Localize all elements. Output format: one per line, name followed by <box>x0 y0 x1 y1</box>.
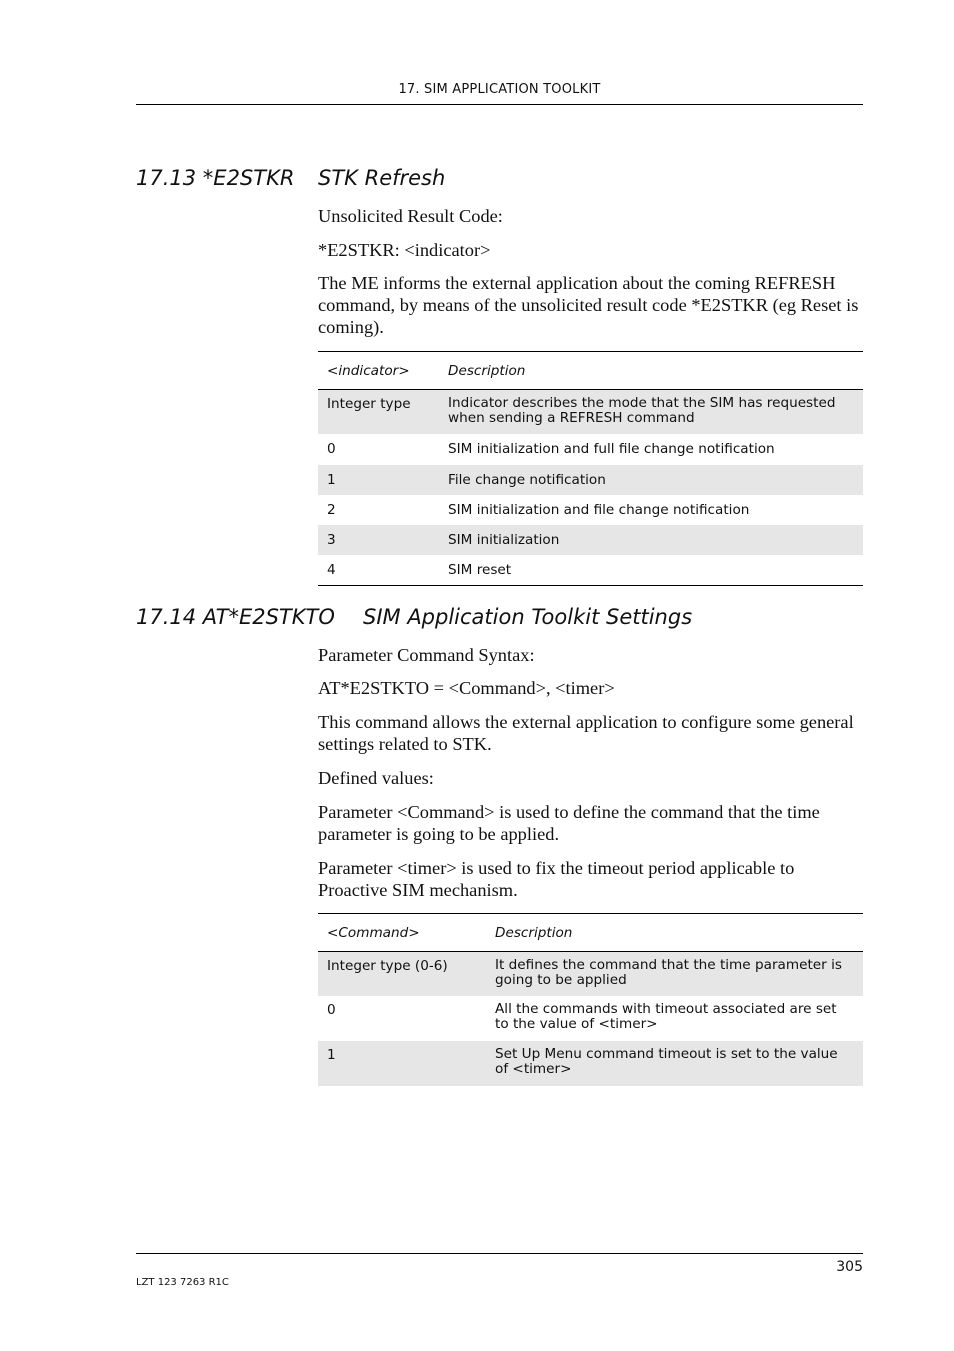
table-row <box>318 495 863 525</box>
section-title: SIM Application Toolkit Settings <box>363 605 693 629</box>
table-row <box>318 1041 863 1086</box>
table-cell-key: 1 <box>327 1046 336 1063</box>
table-cell-desc: SIM initialization and file change notification <box>448 501 750 518</box>
table-cell-desc: It defines the command that the time parameter is going to be applied <box>495 957 842 988</box>
table-cell-desc: All the commands with timeout associated are set to the value of <timer> <box>495 1000 837 1032</box>
table-cell-key: 4 <box>327 561 336 578</box>
footer-rule <box>136 1253 863 1254</box>
running-header: 17. SIM APPLICATION TOOLKIT <box>398 82 601 97</box>
table-cell-key: 1 <box>327 471 336 488</box>
table-cell-key: Integer type (0-6) <box>327 958 448 974</box>
table-row <box>318 555 863 586</box>
paragraph: Defined values: <box>318 768 434 788</box>
table-cell-desc: Set Up Menu command timeout is set to the value of <timer> <box>495 1045 838 1077</box>
paragraph: Parameter <Command> is used to define the command that the time parameter is going to be applied. <box>318 802 820 844</box>
syntax-line: *E2STKR: <indicator> <box>318 240 491 260</box>
paragraph: Parameter Command Syntax: <box>318 645 535 665</box>
paragraph: Unsolicited Result Code: <box>318 206 503 226</box>
table-cell-key: 3 <box>327 531 336 548</box>
column-header: Description <box>495 924 573 941</box>
table-row <box>318 465 863 495</box>
table-cell-key: Integer type <box>327 396 411 412</box>
page-number: 305 <box>836 1259 863 1275</box>
table-row <box>318 434 863 465</box>
section-title: STK Refresh <box>318 166 446 190</box>
command-table <box>318 913 863 1086</box>
indicator-table <box>318 351 863 586</box>
document-id: LZT 123 7263 R1C <box>136 1277 229 1288</box>
table-cell-desc: SIM initialization <box>448 531 560 548</box>
table-header-row <box>318 352 863 390</box>
section-number: 17.13 *E2STKR <box>136 166 295 190</box>
header-rule <box>136 104 863 105</box>
column-header: <indicator> <box>327 362 410 379</box>
table-cell-key: 0 <box>327 1001 336 1018</box>
table-cell-desc: File change notification <box>448 471 606 488</box>
section-heading-e2stkto <box>136 605 693 629</box>
table-row <box>318 525 863 555</box>
table-row <box>318 996 863 1041</box>
paragraph: Parameter <timer> is used to fix the timeout period applicable to Proactive SIM mechanism. <box>318 858 795 900</box>
paragraph: The ME informs the external application about the coming REFRESH command, by means of the unsolicited result code *E2STKR (eg Reset is coming). <box>318 273 859 337</box>
syntax-line: AT*E2STKTO = <Command>, <timer> <box>318 678 615 698</box>
paragraph: This command allows the external application to configure some general settings related to STK. <box>318 712 854 754</box>
section-number: 17.14 AT*E2STKTO <box>136 605 335 629</box>
section-heading-e2stkr <box>136 166 446 190</box>
table-header-row <box>318 914 863 952</box>
table-row <box>318 952 863 996</box>
table-cell-key: 2 <box>327 501 336 518</box>
table-cell-desc: SIM initialization and full file change notification <box>448 441 775 457</box>
table-cell-key: 0 <box>327 441 336 457</box>
column-header: Description <box>448 362 526 379</box>
table-cell-desc: SIM reset <box>448 561 512 578</box>
table-row <box>318 390 863 434</box>
column-header: <Command> <box>327 924 420 941</box>
table-cell-desc: Indicator describes the mode that the SIM has requested when sending a REFRESH command <box>448 395 836 426</box>
